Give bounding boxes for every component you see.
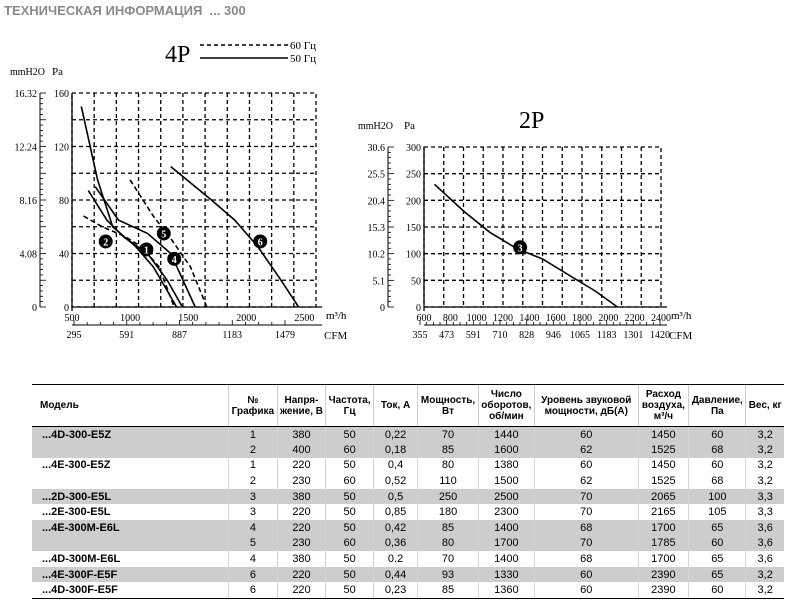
model-cell: ...4E-300M-E6L — [32, 520, 229, 536]
value-cell: 60 — [689, 582, 746, 598]
value-cell: 0,22 — [373, 427, 417, 443]
value-cell: 110 — [418, 473, 479, 489]
x-tick-label: 1200 — [493, 313, 513, 324]
series-marker-label: 2 — [103, 237, 109, 249]
value-cell: 85 — [418, 520, 479, 536]
cfm-tick-label: 1479 — [275, 330, 295, 341]
cfm-tick-label: 591 — [119, 330, 135, 341]
cfm-tick-label: 355 — [412, 330, 428, 341]
value-cell: 0,85 — [373, 504, 417, 520]
value-cell: 6 — [229, 582, 278, 598]
value-cell: 230 — [277, 536, 326, 552]
value-cell: 93 — [418, 567, 479, 583]
y-tick-label-mmh2o: 30.6 — [367, 143, 385, 154]
value-cell: 3,6 — [746, 551, 784, 567]
table-row — [32, 442, 784, 458]
table-row — [32, 520, 784, 536]
model-cell: ...4E-300F-E5F — [32, 567, 229, 583]
cfm-tick-label: 946 — [545, 330, 561, 341]
model-cell: ...4D-300F-E5F — [32, 582, 229, 598]
value-cell: 85 — [418, 442, 479, 458]
x-axis-label-cfm: CFM — [324, 330, 348, 342]
value-cell: 0,42 — [373, 520, 417, 536]
table-row — [32, 473, 784, 489]
value-cell: 62 — [534, 473, 638, 489]
column-header: Уровень звуковой мощности, дБ(А) — [534, 385, 638, 427]
spec-table — [32, 384, 784, 599]
cfm-tick-label: 887 — [172, 330, 187, 341]
model-cell: ...2D-300-E5L — [32, 489, 229, 505]
value-cell: 1 — [229, 427, 278, 443]
value-cell: 3 — [229, 489, 278, 505]
value-cell: 60 — [534, 567, 638, 583]
y-tick-label-mmh2o: 25.5 — [367, 169, 385, 181]
model-cell: ...2E-300-E5L — [42, 506, 111, 519]
value-cell: 0,23 — [373, 582, 417, 598]
y-tick-label-mmh2o: 10.2 — [367, 249, 385, 261]
value-cell: 3,3 — [746, 489, 784, 505]
cfm-tick-label: 828 — [519, 330, 535, 341]
value-cell: 80 — [418, 536, 479, 552]
value-cell: 5 — [229, 536, 278, 552]
x-tick-label: 1000 — [466, 313, 487, 324]
value-cell: 0,4 — [373, 458, 417, 474]
column-header: Модель — [32, 385, 229, 427]
x-tick-label: 600 — [416, 313, 432, 324]
y-tick-label-pa: 120 — [54, 142, 69, 154]
y-tick-label-mmh2o: 12.24 — [14, 142, 37, 154]
cfm-tick-label: 1420 — [650, 330, 670, 341]
series-marker-label: 3 — [517, 243, 523, 255]
value-cell: 70 — [534, 504, 638, 520]
value-cell: 68 — [689, 473, 746, 489]
x-tick-label: 500 — [64, 313, 80, 324]
y-tick-label-pa: 300 — [406, 143, 421, 154]
legend-label: 50 Гц — [290, 53, 316, 65]
series-marker-label: 5 — [161, 229, 167, 241]
model-cell: ...4D-300M-E6L — [42, 553, 121, 566]
value-cell: 68 — [534, 520, 638, 536]
value-cell: 1700 — [638, 551, 689, 567]
table-header-row — [32, 385, 784, 427]
value-cell: 0,44 — [373, 567, 417, 583]
value-cell: 100 — [689, 489, 746, 505]
table-row — [32, 458, 784, 474]
column-header: Расход воздуха, м³/ч — [638, 385, 689, 427]
y-tick-label-mmh2o: 8.16 — [19, 196, 37, 207]
value-cell: 220 — [277, 504, 326, 520]
chart-title: 4P — [165, 42, 191, 68]
y-tick-label-mmh2o: 15.3 — [367, 223, 385, 234]
y-tick-label-pa: 100 — [406, 249, 421, 261]
value-cell: 68 — [534, 551, 638, 567]
x-tick-label: 1400 — [519, 313, 540, 324]
value-cell: 6 — [229, 567, 278, 583]
y-tick-label-pa: 40 — [59, 249, 69, 261]
value-cell: 3,3 — [746, 504, 784, 520]
table-row — [32, 504, 784, 520]
y-tick-label-mmh2o: 16.32 — [14, 89, 37, 100]
table-row — [32, 489, 784, 505]
x-tick-label: 1000 — [120, 313, 141, 324]
value-cell: 3,2 — [746, 567, 784, 583]
value-cell: 60 — [689, 458, 746, 474]
y-axis-label-mmh2o: mmH2O — [358, 121, 393, 132]
y-tick-label-pa: 200 — [406, 196, 421, 208]
table-row — [32, 427, 784, 443]
value-cell: 65 — [689, 567, 746, 583]
value-cell: 2390 — [638, 567, 689, 583]
value-cell: 2 — [229, 442, 278, 458]
series-line — [81, 106, 176, 307]
column-header: Мощность, Вт — [418, 385, 479, 427]
table-row — [32, 551, 784, 567]
value-cell: 4 — [229, 520, 278, 536]
column-header: Частота, Гц — [326, 385, 374, 427]
column-header: Вес, кг — [746, 385, 784, 427]
value-cell: 2065 — [638, 489, 689, 505]
x-tick-label: 800 — [442, 313, 458, 324]
column-header: № Графика — [229, 385, 278, 427]
value-cell: 1525 — [638, 442, 689, 458]
x-tick-label: 2000 — [598, 313, 619, 324]
y-tick-label-mmh2o: 5.1 — [372, 276, 385, 288]
y-tick-label-pa: 80 — [59, 196, 69, 207]
cfm-tick-label: 1065 — [570, 330, 590, 341]
cfm-tick-label: 1183 — [596, 330, 617, 341]
value-cell: 3 — [229, 504, 278, 520]
value-cell: 3,2 — [746, 582, 784, 598]
value-cell: 1500 — [478, 473, 534, 489]
table-body — [32, 427, 784, 599]
value-cell: 3,2 — [746, 442, 784, 458]
y-tick-label-pa: 250 — [406, 169, 421, 181]
value-cell: 380 — [277, 489, 326, 505]
value-cell: 50 — [326, 582, 374, 598]
value-cell: 60 — [534, 458, 638, 474]
value-cell: 50 — [326, 551, 374, 567]
value-cell: 2390 — [638, 582, 689, 598]
y-tick-label-mmh2o: 0 — [380, 303, 385, 314]
y-tick-label-pa: 160 — [54, 89, 69, 100]
y-tick-label-pa: 0 — [416, 303, 421, 314]
value-cell: 1450 — [638, 427, 689, 443]
value-cell: 2165 — [638, 504, 689, 520]
series-line — [130, 180, 207, 307]
value-cell: 3,2 — [746, 473, 784, 489]
y-tick-label-mmh2o: 20.4 — [367, 196, 385, 208]
x-tick-label: 1600 — [545, 313, 566, 324]
x-axis-label-cfm: CFM — [669, 330, 693, 342]
value-cell: 3,2 — [746, 458, 784, 474]
value-cell: 1330 — [478, 567, 534, 583]
value-cell: 60 — [689, 536, 746, 552]
value-cell: 70 — [534, 536, 638, 552]
value-cell: 0,18 — [373, 442, 417, 458]
value-cell: 85 — [418, 582, 479, 598]
value-cell: 68 — [689, 442, 746, 458]
page-title: ТЕХНИЧЕСКАЯ ИНФОРМАЦИЯ ... 300 — [4, 3, 246, 18]
value-cell: 220 — [277, 520, 326, 536]
value-cell: 65 — [689, 551, 746, 567]
value-cell: 0,36 — [373, 536, 417, 552]
value-cell: 60 — [534, 582, 638, 598]
value-cell: 230 — [277, 473, 326, 489]
x-tick-label: 2000 — [236, 313, 257, 324]
value-cell: 380 — [277, 427, 326, 443]
value-cell: 220 — [277, 567, 326, 583]
column-header: Давление, Па — [689, 385, 746, 427]
value-cell: 105 — [689, 504, 746, 520]
value-cell: 50 — [326, 458, 374, 474]
model-cell — [32, 473, 229, 489]
value-cell: 1360 — [478, 582, 534, 598]
value-cell: 250 — [418, 489, 479, 505]
series-marker-label: 1 — [143, 245, 149, 257]
y-tick-label-mmh2o: 4.08 — [19, 249, 37, 261]
column-header: Напря- жение, В — [277, 385, 326, 427]
value-cell: 2 — [229, 473, 278, 489]
value-cell: 60 — [689, 427, 746, 443]
value-cell: 1700 — [478, 536, 534, 552]
x-axis-label: m³/h — [326, 310, 347, 322]
value-cell: 1525 — [638, 473, 689, 489]
y-tick-label-pa: 0 — [64, 303, 69, 314]
value-cell: 60 — [326, 536, 374, 552]
value-cell: 2500 — [478, 489, 534, 505]
y-tick-label-pa: 150 — [406, 223, 421, 234]
series-marker-label: 6 — [257, 237, 263, 249]
value-cell: 1 — [229, 458, 278, 474]
series-marker-label: 4 — [171, 254, 177, 266]
value-cell: 1400 — [478, 520, 534, 536]
value-cell: 1400 — [478, 551, 534, 567]
model-cell — [32, 536, 229, 552]
column-header: Ток, А — [373, 385, 417, 427]
value-cell: 1700 — [638, 520, 689, 536]
series-line — [171, 167, 299, 307]
x-tick-label: 1500 — [178, 313, 199, 324]
value-cell: 62 — [534, 442, 638, 458]
y-axis-label-pa: Pa — [52, 66, 63, 78]
value-cell: 2300 — [478, 504, 534, 520]
value-cell: 50 — [326, 427, 374, 443]
value-cell: 1380 — [478, 458, 534, 474]
cfm-tick-label: 710 — [492, 330, 508, 341]
table-row — [32, 567, 784, 583]
cfm-tick-label: 1301 — [623, 330, 644, 341]
value-cell: 50 — [326, 504, 374, 520]
value-cell: 70 — [534, 489, 638, 505]
cfm-tick-label: 591 — [465, 330, 481, 341]
table-row — [32, 582, 784, 598]
x-axis-label: m³/h — [671, 310, 692, 322]
table-row — [32, 536, 784, 552]
value-cell: 0,5 — [373, 489, 417, 505]
value-cell: 1450 — [638, 458, 689, 474]
value-cell: 400 — [277, 442, 326, 458]
cfm-tick-label: 473 — [439, 330, 455, 341]
value-cell: 70 — [418, 551, 479, 567]
value-cell: 65 — [689, 520, 746, 536]
x-tick-label: 2400 — [651, 313, 671, 324]
value-cell: 3,6 — [746, 536, 784, 552]
value-cell: 1440 — [478, 427, 534, 443]
column-header: Число оборотов, об/мин — [478, 385, 534, 427]
legend-label: 60 Гц — [290, 40, 316, 52]
value-cell: 3,6 — [746, 520, 784, 536]
model-cell — [32, 442, 229, 458]
value-cell: 180 — [418, 504, 479, 520]
y-tick-label-mmh2o: 0 — [32, 303, 37, 314]
value-cell: 70 — [418, 427, 479, 443]
value-cell: 80 — [418, 458, 479, 474]
value-cell: 1600 — [478, 442, 534, 458]
y-axis-label-pa: Pa — [404, 120, 415, 132]
chart-title: 2P — [519, 108, 545, 134]
y-axis-label-mmh2o: mmH2O — [10, 67, 45, 78]
x-tick-label: 2500 — [294, 313, 315, 324]
y-tick-label-pa: 50 — [411, 276, 421, 288]
cfm-tick-label: 295 — [66, 330, 82, 341]
value-cell: 1785 — [638, 536, 689, 552]
cfm-tick-label: 1183 — [222, 330, 243, 341]
value-cell: 220 — [277, 582, 326, 598]
value-cell: 380 — [277, 551, 326, 567]
value-cell: 50 — [326, 567, 374, 583]
value-cell: 0,52 — [373, 473, 417, 489]
value-cell: 50 — [326, 489, 374, 505]
value-cell: 60 — [534, 427, 638, 443]
value-cell: 50 — [326, 520, 374, 536]
value-cell: 60 — [326, 442, 374, 458]
model-cell: ...4D-300-E5Z — [32, 427, 229, 443]
value-cell: 4 — [229, 551, 278, 567]
value-cell: 3,2 — [746, 427, 784, 443]
x-tick-label: 2200 — [624, 313, 645, 324]
value-cell: 0.2 — [373, 551, 417, 567]
value-cell: 220 — [277, 458, 326, 474]
model-cell: ...4E-300-E5Z — [42, 459, 111, 472]
x-tick-label: 1800 — [572, 313, 592, 324]
value-cell: 60 — [326, 473, 374, 489]
